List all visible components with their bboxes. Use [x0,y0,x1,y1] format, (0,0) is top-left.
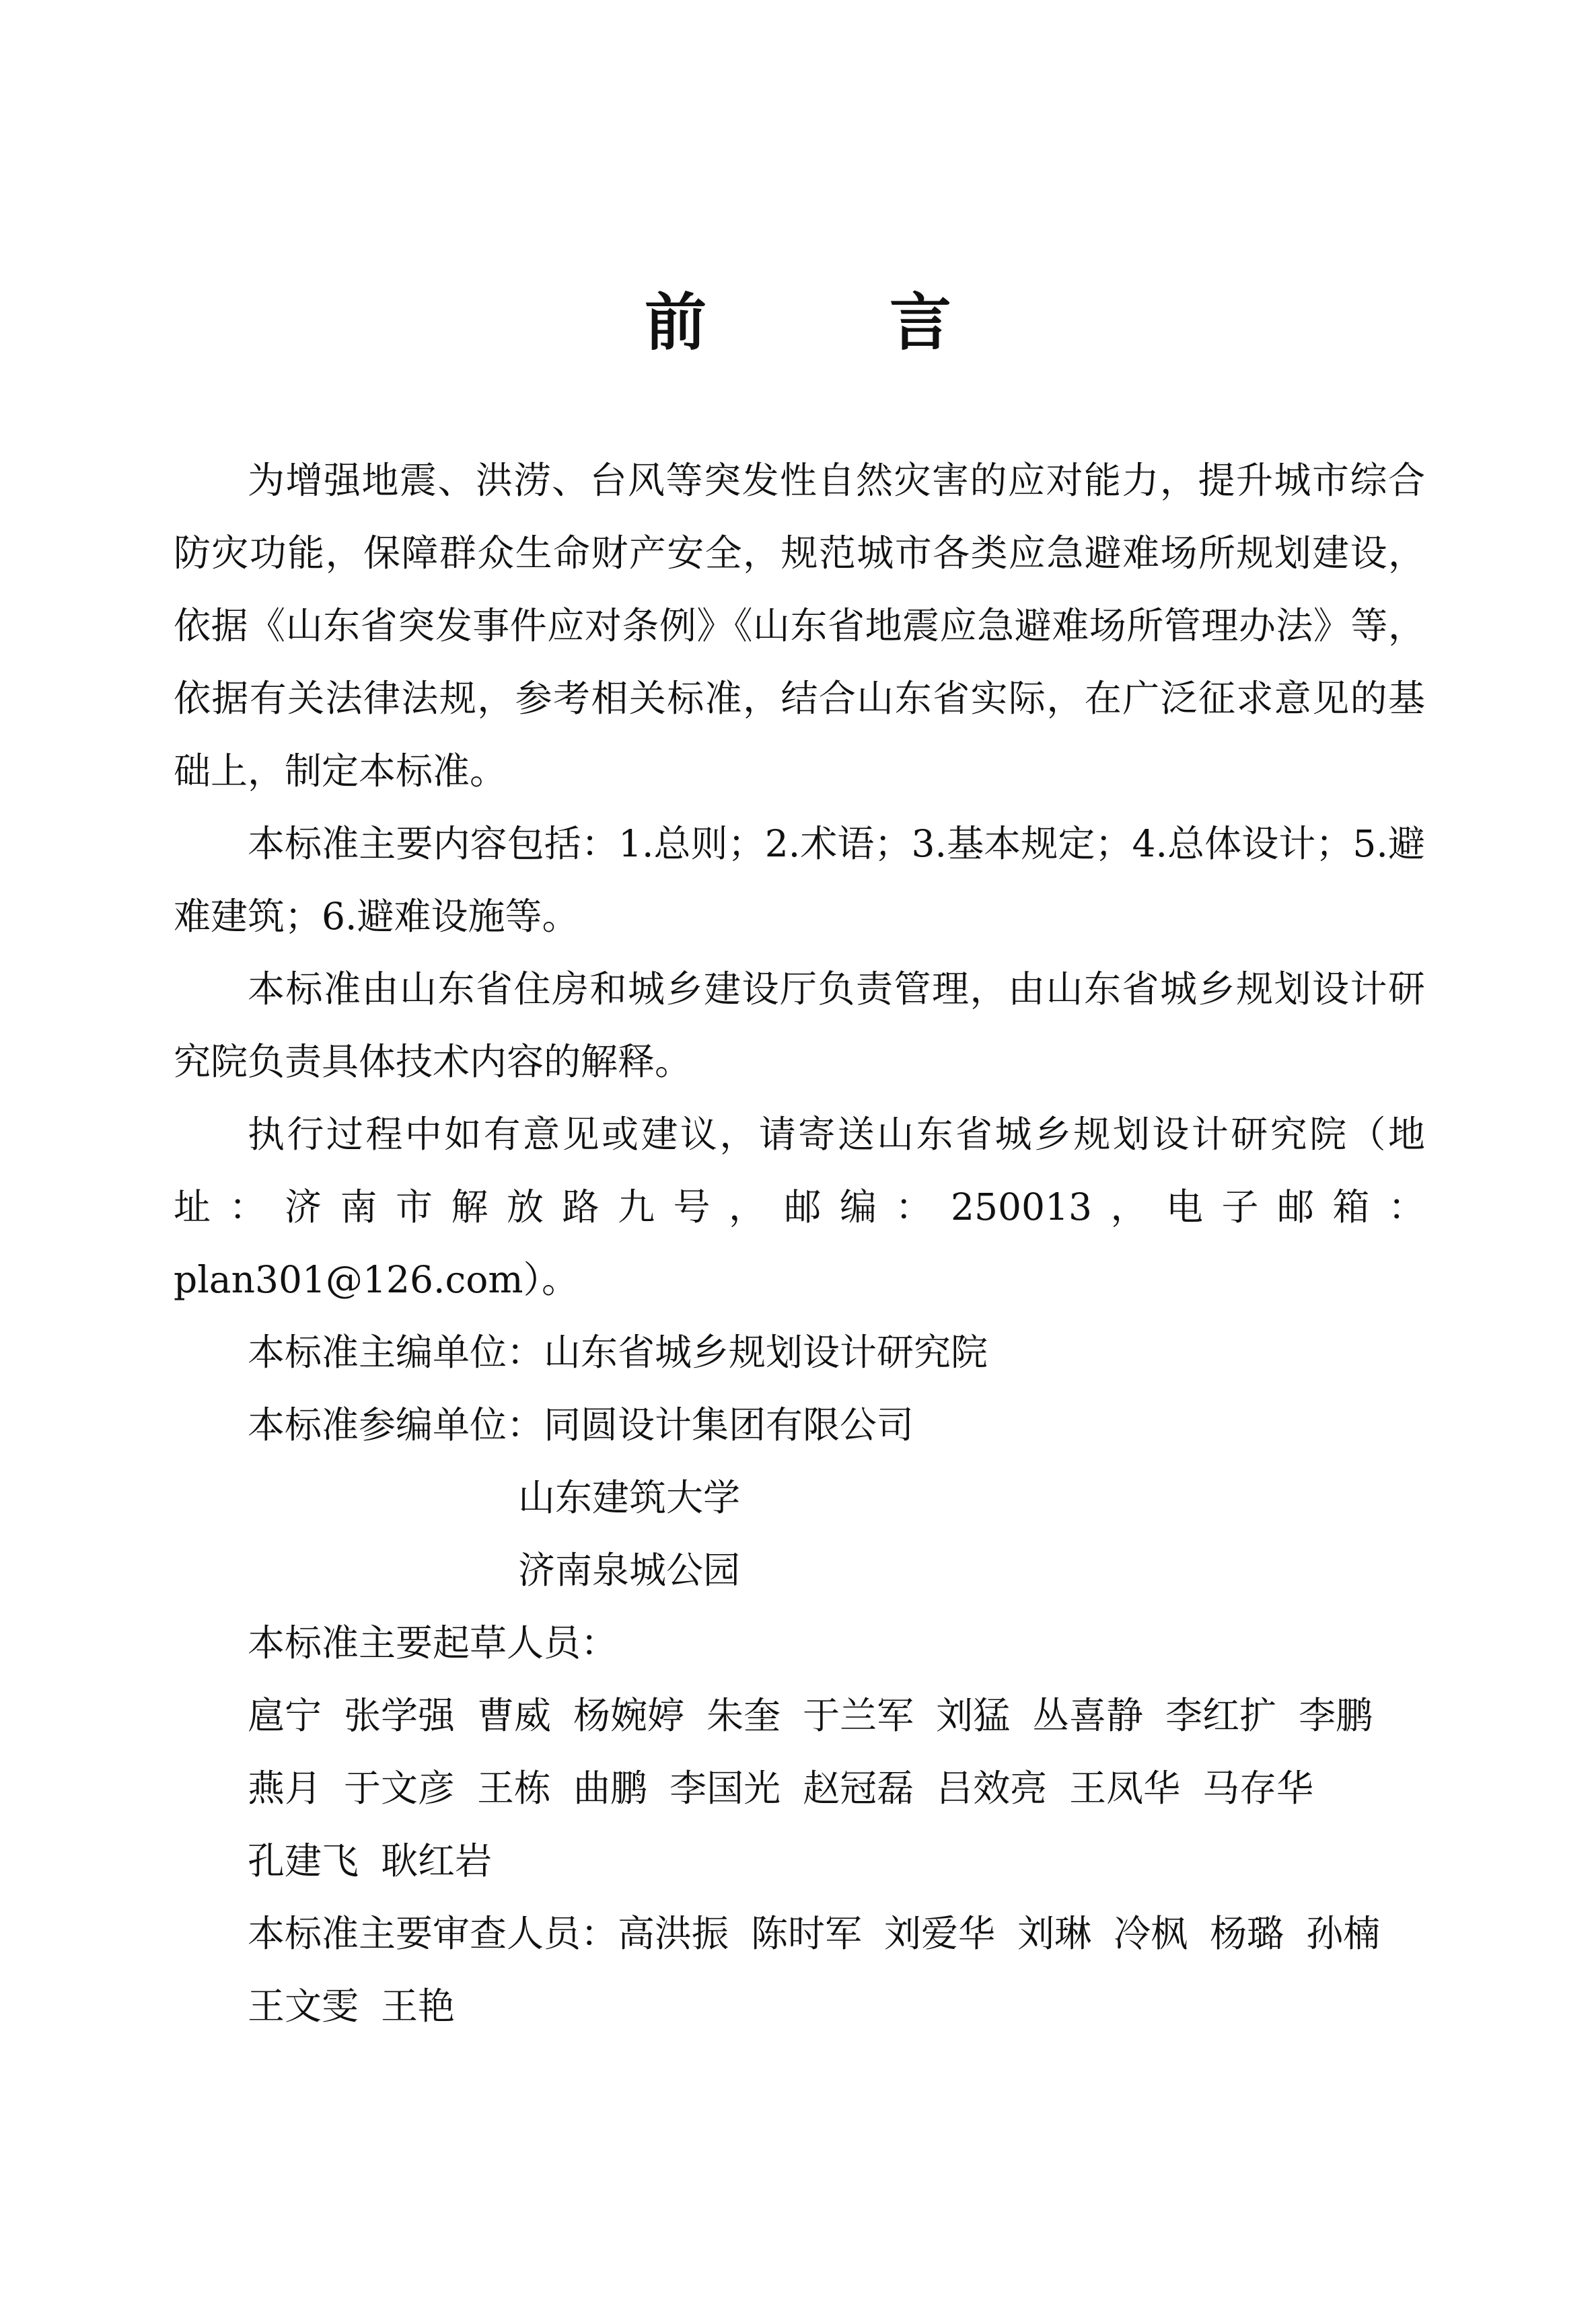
paragraph-feedback: 执行过程中如有意见或建议，请寄送山东省城乡规划设计研究院（地址：济南市解放路九号，邮编：250013，电子邮箱：plan301@126.com）。 [174,1113,1425,1301]
reviewer-name: 杨璐 [1210,1912,1284,1955]
reviewer-name: 王艳 [381,1985,456,2028]
chief-unit-value: 山东省城乡规划设计研究院 [544,1331,988,1374]
drafter-name: 赵冠磊 [803,1767,914,1810]
chief-unit-label: 本标准主编单位： [248,1331,544,1374]
drafter-name: 曹威 [477,1694,552,1737]
drafters-list [174,1679,1425,1897]
reviewers-label: 本标准主要审查人员： [248,1912,618,1955]
drafter-name: 张学强 [344,1694,456,1737]
page-title: 前 言 [644,287,1033,359]
drafter-name: 孔建飞 [248,1839,359,1882]
participating-units-label: 本标准参编单位： [248,1403,544,1446]
reviewer-name: 陈时军 [751,1912,863,1955]
participating-unit-2: 山东建筑大学 [518,1476,741,1519]
drafter-name: 扈宁 [248,1694,322,1737]
drafter-name: 李鹏 [1299,1694,1373,1737]
reviewer-name: 冷枫 [1114,1912,1188,1955]
chief-unit-row [174,1316,1425,1389]
drafter-name: 吕效亮 [936,1767,1048,1810]
drafter-name: 李红扩 [1165,1694,1277,1737]
drafter-name: 刘猛 [936,1694,1011,1737]
paragraph-contents: 本标准主要内容包括：1.总则；2.术语；3.基本规定；4.总体设计；5.避难建筑；6.避难设施等。 [174,822,1425,938]
drafter-name: 马存华 [1202,1767,1314,1810]
reviewer-name: 王文雯 [248,1985,359,2028]
drafter-name: 曲鹏 [573,1767,648,1810]
drafter-name: 王凤华 [1069,1767,1181,1810]
drafter-name: 耿红岩 [381,1839,493,1882]
drafter-name: 燕月 [248,1767,322,1810]
drafters-label: 本标准主要起草人员： [248,1621,618,1664]
drafter-name: 杨婉婷 [573,1694,685,1737]
drafter-name: 于兰军 [803,1694,914,1737]
paragraph-management: 本标准由山东省住房和城乡建设厅负责管理，由山东省城乡规划设计研究院负责具体技术内容的解释。 [174,967,1425,1083]
paragraph-purpose: 为增强地震、洪涝、台风等突发性自然灾害的应对能力，提升城市综合防灾功能，保障群众生命财产安全，规范城市各类应急避难场所规划建设，依据《山东省突发事件应对条例》《山东省地震应急避难场所管理办法》等，依据有关法律法规，参考相关标准，结合山东省实际，在广泛征求意见的基础上，制定本标准。 [174,459,1425,793]
participating-unit-1: 同圆设计集团有限公司 [544,1403,914,1446]
drafter-name: 于文彦 [344,1767,456,1810]
participating-unit-3: 济南泉城公园 [518,1549,741,1592]
drafters-label-row [174,1607,1425,1679]
drafter-name: 王栋 [477,1767,552,1810]
preface-body [174,444,1425,2043]
participating-units-row [174,1389,1425,1461]
reviewer-name: 刘爱华 [884,1912,996,1955]
reviewer-name: 高洪振 [618,1912,729,1955]
drafter-name: 丛喜静 [1032,1694,1144,1737]
drafter-name: 李国光 [669,1767,781,1810]
reviewer-name: 孙楠 [1306,1912,1381,1955]
reviewers-block [174,1897,1425,2043]
drafter-name: 朱奎 [706,1694,781,1737]
reviewer-name: 刘琳 [1017,1912,1092,1955]
